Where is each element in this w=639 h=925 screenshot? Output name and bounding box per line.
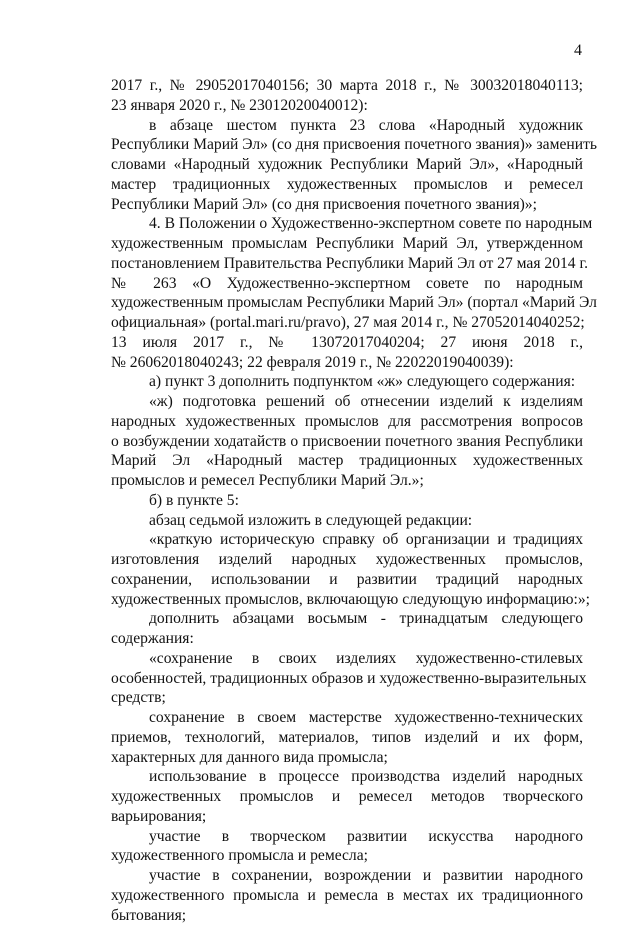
text-line: художественного промысла и ремесла в местах их традиционного [111, 886, 583, 906]
page-number: 4 [574, 42, 582, 60]
text-line: приемов, технологий, материалов, типов изделий и их форм, [111, 728, 583, 748]
text-line: характерных для данного вида промысла; [111, 748, 583, 768]
text-line: содержания: [111, 629, 583, 649]
text-line: народных художественных промыслов для рассмотрения вопросов [111, 412, 583, 432]
text-line: «ж) подготовка решений об отнесении изделий к изделиям [111, 392, 583, 412]
text-line: 23 января 2020 г., № 23012020040012): [111, 96, 583, 116]
text-line: б) в пункте 5: [111, 491, 583, 511]
text-line: участие в творческом развитии искусства народного [111, 827, 583, 847]
text-line: художественного промысла и ремесла; [111, 846, 583, 866]
text-line: официальная» (portal.mari.ru/pravo), 27 мая 2014 г., № 27052014040252; [111, 313, 583, 333]
text-line: сохранение в своем мастерстве художественно-технических [111, 708, 583, 728]
text-line: 13 июля 2017 г., № 13072017040204; 27 июня 2018 г., [111, 333, 583, 353]
text-line: использование в процессе производства изделий народных [111, 767, 583, 787]
text-line: художественным промыслам Республики Марий Эл, утвержденном [111, 234, 583, 254]
text-line: изготовления изделий народных художественных промыслов, [111, 550, 583, 570]
text-line: бытования; [111, 906, 583, 925]
text-line: абзац седьмой изложить в следующей редакции: [111, 511, 583, 531]
text-line: № 263 «О Художественно-экспертном совете по народным [111, 274, 583, 294]
text-line: а) пункт 3 дополнить подпунктом «ж» следующего содержания: [111, 372, 583, 392]
text-line: словами «Народный художник Республики Марий Эл», «Народный [111, 155, 583, 175]
text-line: художественным промыслам Республики Марий Эл» (портал «Марий Эл [111, 293, 583, 313]
text-line: художественных промыслов, включающую следующую информацию:»; [111, 590, 583, 610]
text-line: «краткую историческую справку об организации и традициях [111, 530, 583, 550]
text-line: «сохранение в своих изделиях художественно-стилевых [111, 649, 583, 669]
text-line: в абзаце шестом пункта 23 слова «Народный художник [111, 116, 583, 136]
text-line: № 26062018040243; 22 февраля 2019 г., № 22022019040039): [111, 353, 583, 373]
text-line: о возбуждении ходатайств о присвоении почетного звания Республики [111, 432, 583, 452]
text-line: постановлением Правительства Республики Марий Эл от 27 мая 2014 г. [111, 254, 583, 274]
text-line: 2017 г., № 29052017040156; 30 марта 2018 г., № 30032018040113; [111, 76, 583, 96]
text-line: средств; [111, 688, 583, 708]
text-line: Республики Марий Эл» (со дня присвоения почетного звания)» заменить [111, 135, 583, 155]
text-line: Марий Эл «Народный мастер традиционных художественных [111, 451, 583, 471]
text-line: варьирования; [111, 807, 583, 827]
text-line: мастер традиционных художественных промыслов и ремесел [111, 175, 583, 195]
text-line: сохранении, использовании и развитии традиций народных [111, 570, 583, 590]
document-body [111, 76, 583, 925]
text-line: Республики Марий Эл» (со дня присвоения почетного звания)»; [111, 195, 583, 215]
text-line: участие в сохранении, возрождении и развитии народного [111, 866, 583, 886]
text-line: дополнить абзацами восьмым - тринадцатым следующего [111, 609, 583, 629]
text-line: промыслов и ремесел Республики Марий Эл.»; [111, 471, 583, 491]
text-line: особенностей, традиционных образов и художественно-выразительных [111, 669, 583, 689]
text-line: художественных промыслов и ремесел методов творческого [111, 787, 583, 807]
text-line: 4. В Положении о Художественно-экспертном совете по народным [111, 214, 583, 234]
